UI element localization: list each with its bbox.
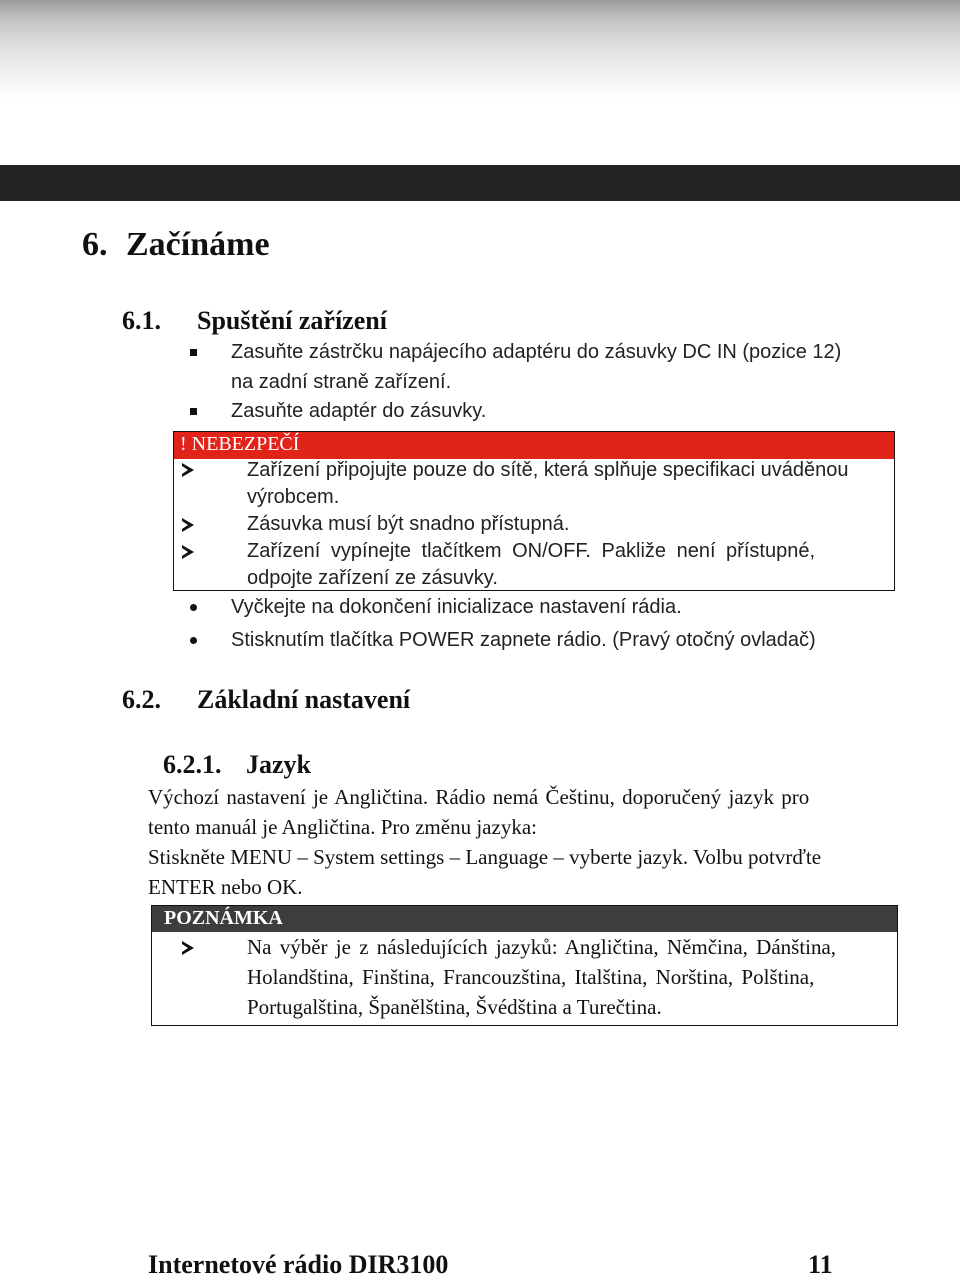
subsection-title: Jazyk — [246, 750, 311, 779]
arrow-bullet-icon — [182, 518, 194, 532]
bullet-text: na zadní straně zařízení. — [231, 371, 452, 393]
note-label: POZNÁMKA — [164, 907, 283, 929]
paragraph-line: ENTER nebo OK. — [148, 875, 303, 899]
warning-item: výrobcem. — [247, 486, 340, 508]
subsection-number: 6.2.1. — [163, 750, 222, 779]
arrow-bullet-icon — [182, 545, 194, 559]
header-bar — [0, 165, 960, 201]
chapter-number: 6. — [82, 226, 108, 263]
warning-item: odpojte zařízení ze zásuvky. — [247, 567, 498, 589]
note-line: Portugalština, Španělština, Švédština a Turečtina. — [247, 995, 662, 1019]
warning-header — [174, 432, 894, 459]
dot-bullet-icon — [190, 637, 197, 644]
footer-title: Internetové rádio DIR3100 — [148, 1250, 449, 1279]
section-title: Spuštění zařízení — [197, 306, 387, 335]
subsection-heading — [163, 750, 311, 780]
chapter-title — [82, 226, 270, 264]
section-heading-6-1 — [122, 306, 387, 336]
warning-item: Zásuvka musí být snadno přístupná. — [247, 513, 570, 535]
note-line: Holandština, Finština, Francouzština, Italština, Norština, Polština, — [247, 965, 815, 989]
square-bullet-icon — [190, 349, 197, 356]
section-number: 6.1. — [122, 306, 161, 335]
warning-label: ! NEBEZPEČÍ — [180, 433, 300, 455]
square-bullet-icon — [190, 408, 197, 415]
section-heading-6-2 — [122, 685, 410, 715]
arrow-bullet-icon — [182, 941, 194, 955]
arrow-bullet-icon — [182, 463, 194, 477]
section-number: 6.2. — [122, 685, 161, 714]
page-number: 11 — [808, 1250, 833, 1279]
warning-item: Zařízení vypínejte tlačítkem ON/OFF. Pakliže není přístupné, — [247, 540, 815, 562]
warning-item: Zařízení připojujte pouze do sítě, která splňuje specifikaci uváděnou — [247, 459, 849, 481]
dot-text: Stisknutím tlačítka POWER zapnete rádio. (Pravý otočný ovladač) — [231, 629, 816, 651]
section-title: Základní nastavení — [197, 685, 411, 714]
note-line: Na výběr je z následujících jazyků: Angličtina, Němčina, Dánština, — [247, 935, 837, 959]
chapter-title-text: Začínáme — [126, 226, 270, 263]
dot-bullet-icon — [190, 604, 197, 611]
header-gradient — [0, 0, 960, 165]
paragraph-line: tento manuál je Angličtina. Pro změnu jazyka: — [148, 815, 537, 839]
paragraph-line: Výchozí nastavení je Angličtina. Rádio nemá Češtinu, doporučený jazyk pro — [148, 785, 810, 809]
note-header — [152, 906, 897, 932]
bullet-text: Zasuňte zástrčku napájecího adaptéru do zásuvky DC IN (pozice 12) — [231, 341, 842, 363]
bullet-text: Zasuňte adaptér do zásuvky. — [231, 400, 487, 422]
paragraph-line: Stiskněte MENU – System settings – Language – vyberte jazyk. Volbu potvrďte — [148, 845, 822, 869]
dot-text: Vyčkejte na dokončení inicializace nastavení rádia. — [231, 596, 682, 618]
